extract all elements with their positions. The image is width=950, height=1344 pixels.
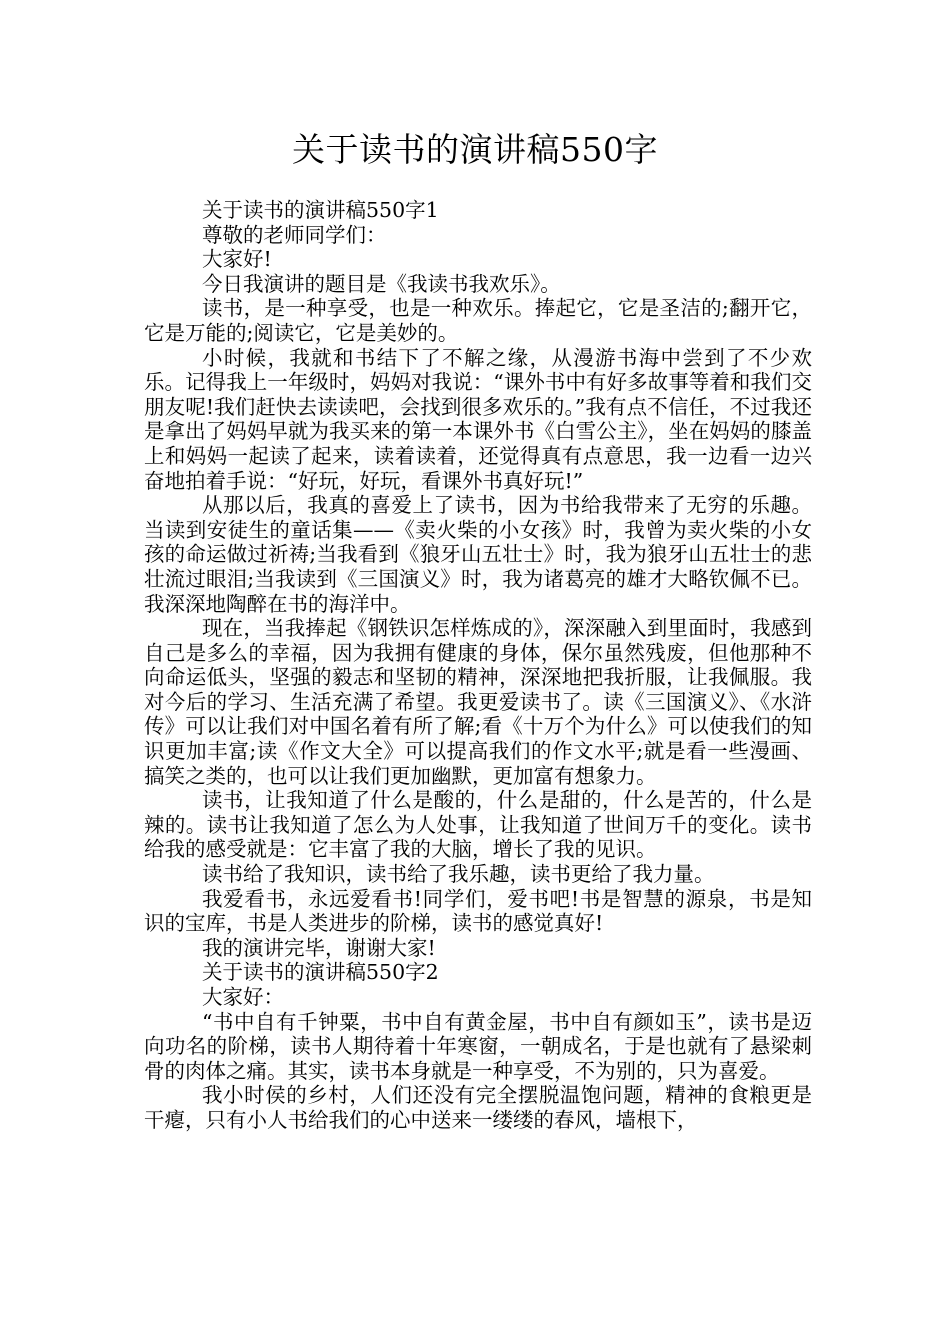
speech-2-heading: 关于读书的演讲稿550字2 — [202, 960, 439, 985]
body-paragraph: 读书，让我知道了什么是酸的，什么是甜的，什么是苦的，什么是辣的。读书让我知道了怎么为人处事，让我知道了世间万千的变化。读书给我的感受就是：它丰富了我的大脑，增长了我的见识。 — [144, 788, 812, 862]
document-body — [144, 198, 812, 1133]
greeting: 大家好! — [202, 247, 272, 272]
body-paragraph: 小时候，我就和书结下了不解之缘，从漫游书海中尝到了不少欢乐。记得我上一年级时，妈妈对我说：“课外书中有好多故事等着和我们交朋友呢!我们赶快去读读吧，会找到很多欢乐的。”我有点不信任，不过我还是拿出了妈妈早就为我买来的第一本课外书《白雪公主》，坐在妈妈的膝盖上和妈妈一起读了起来，读着读着，还觉得真有点意思，我一边看一边兴奋地拍着手说：“好玩，好玩，看课外书真好玩!” — [144, 345, 812, 493]
topic-line: 今日我演讲的题目是《我读书我欢乐》。 — [202, 271, 561, 296]
speech-1-heading: 关于读书的演讲稿550字1 — [202, 198, 439, 222]
body-paragraph: “书中自有千钟粟，书中自有黄金屋，书中自有颜如玉”，读书是迈向功名的阶梯，读书人期待着十年寒窗，一朝成名，于是也就有了悬梁刺骨的肉体之痛。其实，读书本身就是一种享受，不为别的，只为喜爱。 — [144, 1009, 812, 1083]
body-paragraph: 读书，是一种享受，也是一种欢乐。捧起它，它是圣洁的;翻开它，它是万能的;阅读它，它是美妙的。 — [144, 296, 812, 345]
greeting: 大家好： — [202, 985, 284, 1009]
body-paragraph: 我小时侯的乡村，人们还没有完全摆脱温饱问题，精神的食粮更是干瘪，只有小人书给我们的心中送来一缕缕的春风，墙根下， — [144, 1083, 812, 1132]
closing-line: 我的演讲完毕，谢谢大家! — [202, 935, 436, 960]
salutation: 尊敬的老师同学们： — [202, 222, 387, 247]
document-title: 关于读书的演讲稿550字 — [292, 130, 658, 169]
body-paragraph: 我爱看书，永远爱看书!同学们，爱书吧!书是智慧的源泉，书是知识的宝库，书是人类进步的阶梯，读书的感觉真好! — [144, 886, 812, 936]
body-paragraph: 从那以后，我真的喜爱上了读书，因为书给我带来了无穷的乐趣。当读到安徒生的童话集——《卖火柴的小女孩》时，我曾为卖火柴的小女孩的命运做过祈祷;当我看到《狼牙山五壮士》时，我为狼牙山五壮士的悲壮流过眼泪;当我读到《三国演义》时，我为诸葛亮的雄才大略钦佩不已。我深深地陶醉在书的海洋中。 — [144, 493, 812, 616]
body-paragraph: 现在，当我捧起《钢铁识怎样炼成的》，深深融入到里面时，我感到自己是多么的幸福，因为我拥有健康的身体，保尔虽然残废，但他那种不向命运低头，坚强的毅志和坚韧的精神，深深地把我折服，让我佩服。我对今后的学习、生活充满了希望。我更爱读书了。读《三国演义》、《水浒传》可以让我们对中国名着有所了解;看《十万个为什么》可以使我们的知识更加丰富;读《作文大全》可以提高我们的作文水平;就是看一些漫画、搞笑之类的，也可以让我们更加幽默，更加富有想象力。 — [144, 616, 812, 788]
body-paragraph: 读书给了我知识，读书给了我乐趣，读书更给了我力量。 — [202, 862, 715, 887]
